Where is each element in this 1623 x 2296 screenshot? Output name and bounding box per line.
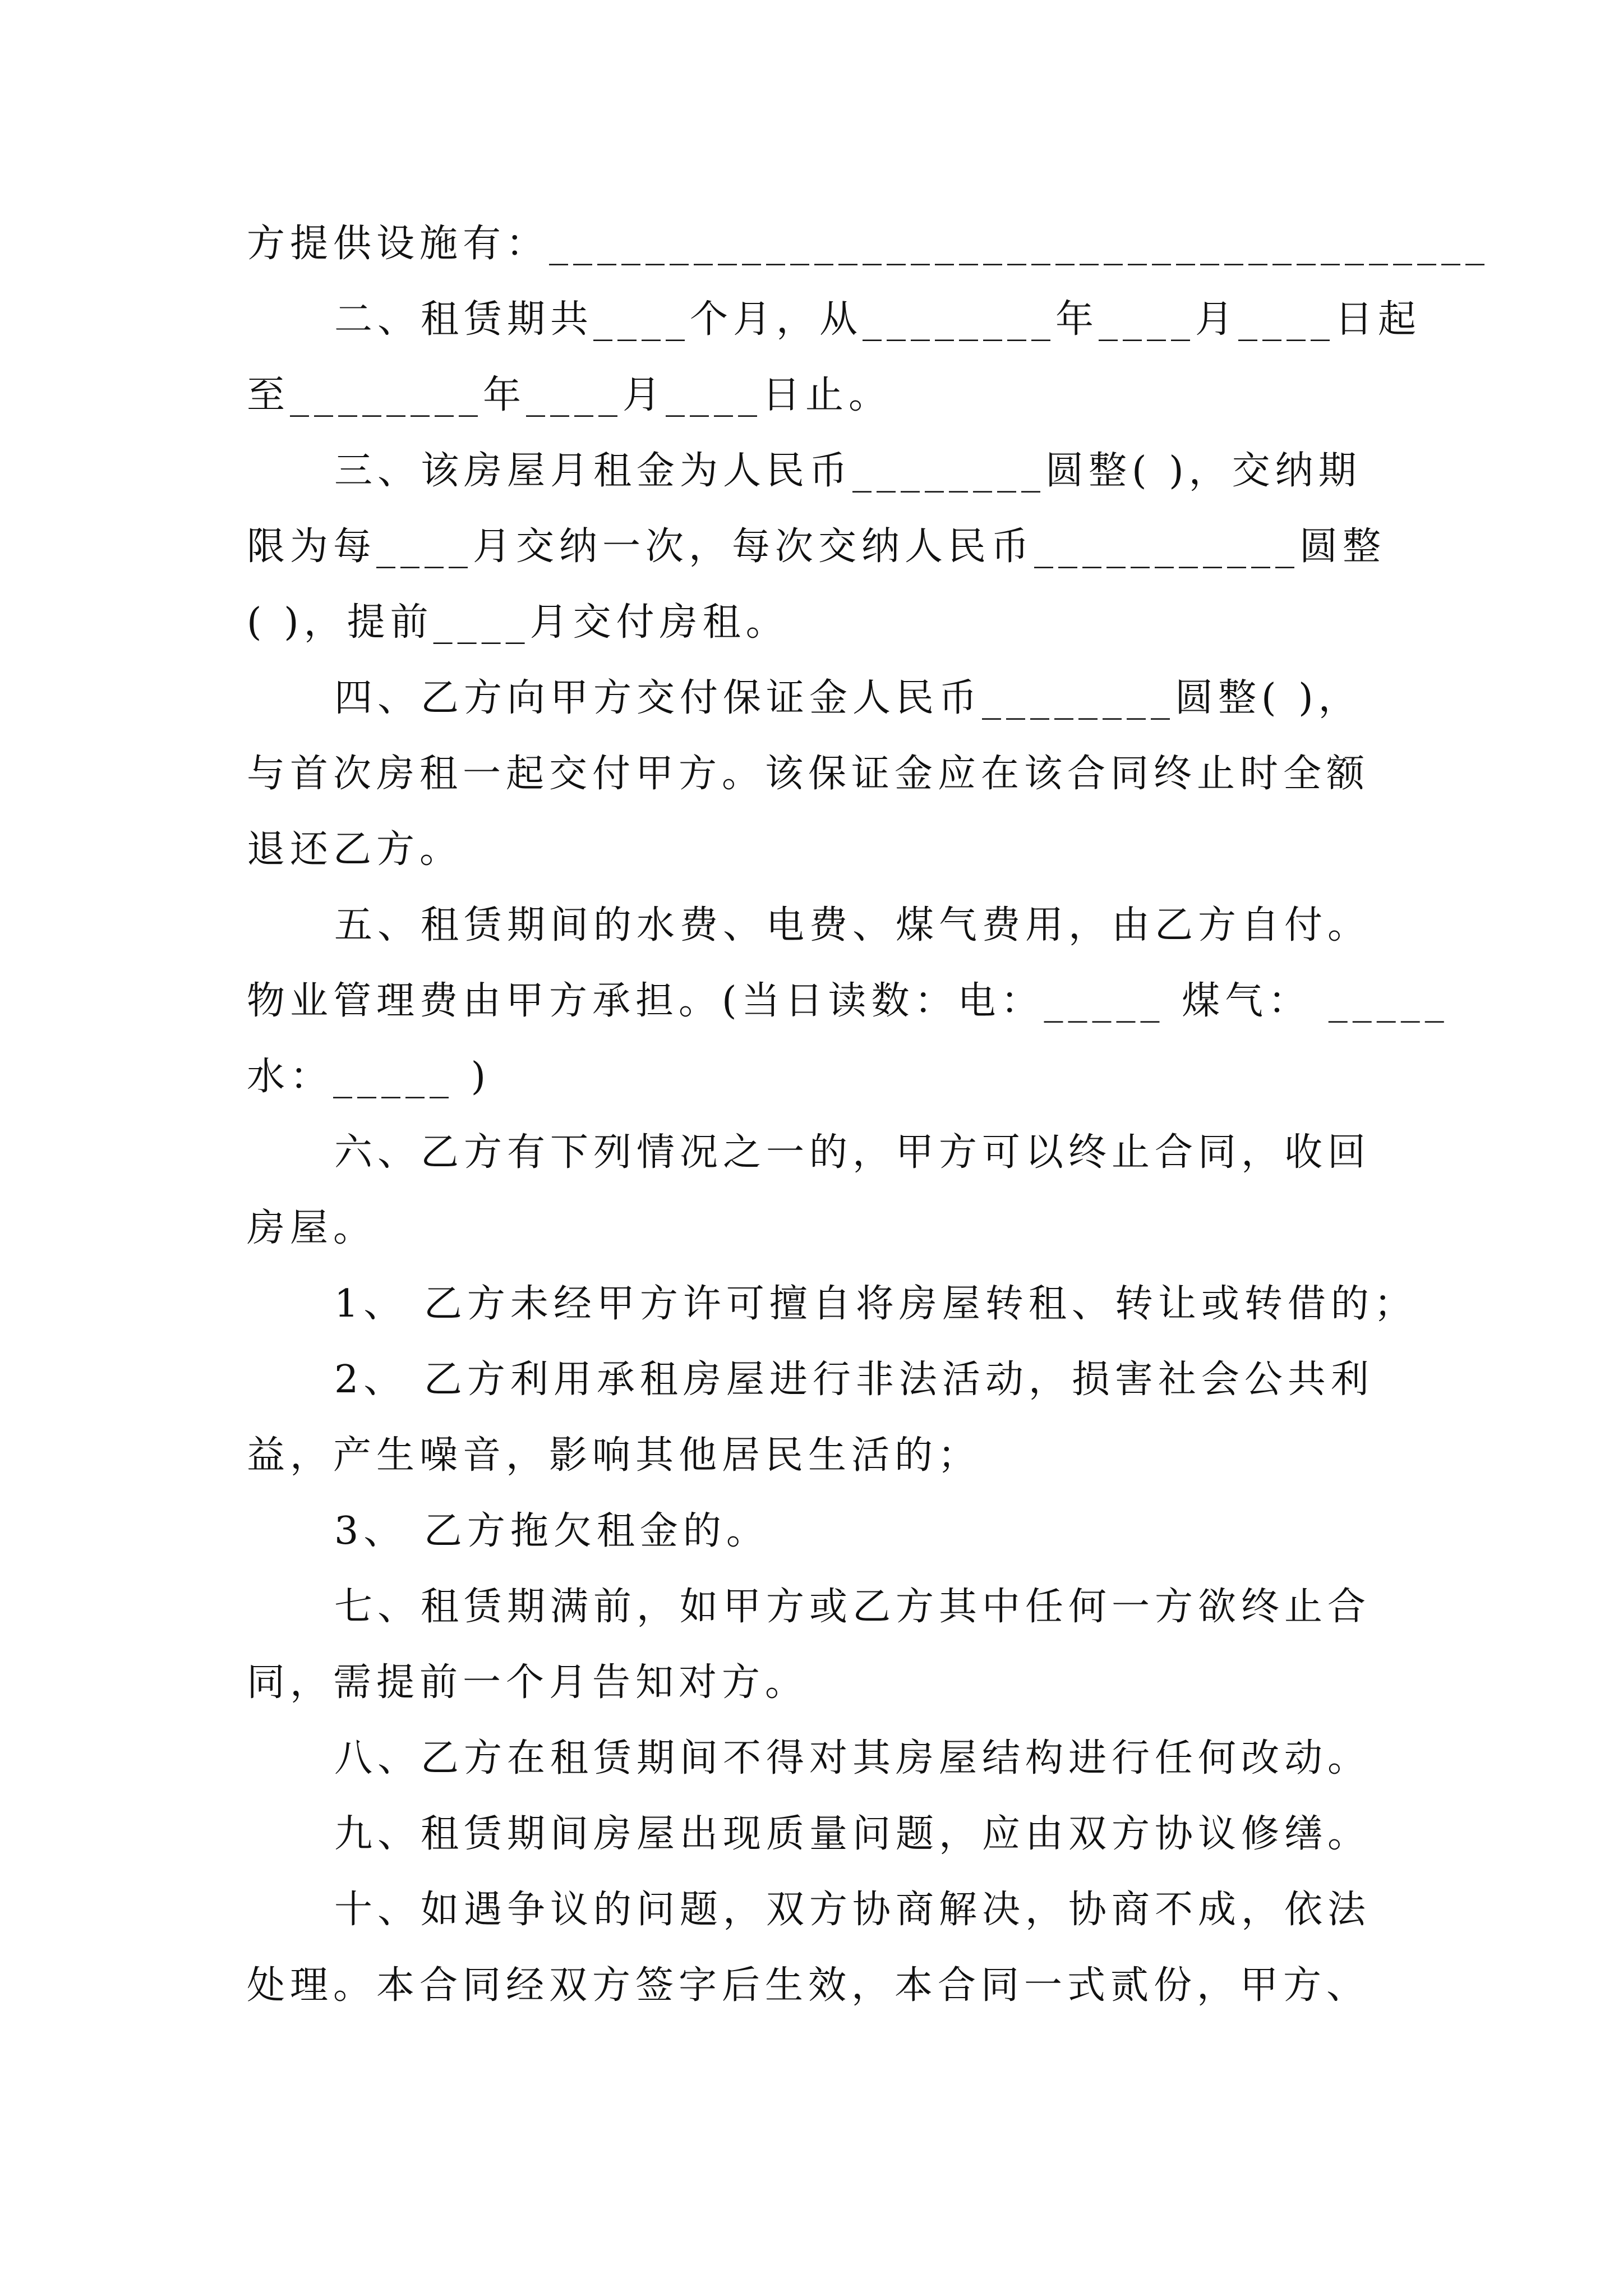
text-line: 1、 乙方未经甲方许可擅自将房屋转租、转让或转借的； <box>334 1282 1417 1326</box>
text-line: ( )，提前____月交付房租。 <box>247 600 789 645</box>
text-line: 2、 乙方利用承租房屋进行非法活动，损害社会公共利 <box>334 1358 1374 1402</box>
text-line: 三、该房屋月租金为人民币________圆整( )，交纳期 <box>334 449 1362 493</box>
text-line: 二、租赁期共____个月，从________年____月____日起 <box>334 297 1422 342</box>
text-line: 房屋。 <box>247 1206 377 1250</box>
text-line: 四、乙方向甲方交付保证金人民币________圆整( )， <box>334 676 1362 720</box>
text-line: 水：_____ ) <box>247 1055 491 1099</box>
text-line: 十、如遇争议的问题，双方协商解决，协商不成，依法 <box>334 1888 1371 1932</box>
text-line: 3、 乙方拖欠租金的。 <box>334 1509 769 1553</box>
text-line: 处理。本合同经双方签字后生效，本合同一式贰份，甲方、 <box>247 1963 1370 2008</box>
text-line: 八、乙方在租赁期间不得对其房屋结构进行任何改动。 <box>334 1736 1371 1780</box>
text-line: 九、租赁期间房屋出现质量问题，应由双方协议修缮。 <box>334 1812 1371 1856</box>
text-line: 退还乙方。 <box>247 827 463 872</box>
text-line: 同，需提前一个月告知对方。 <box>247 1660 809 1705</box>
text-line: 物业管理费由甲方承担。(当日读数：电：_____ 煤气： _____ <box>247 979 1449 1023</box>
text-line: 方提供设施有：_______________________________________ <box>247 222 1490 266</box>
text-line: 七、租赁期满前，如甲方或乙方其中任何一方欲终止合 <box>334 1585 1371 1629</box>
text-line: 益，产生噪音，影响其他居民生活的； <box>247 1433 981 1478</box>
text-line: 至________年____月____日止。 <box>247 373 892 417</box>
text-line: 五、租赁期间的水费、电费、煤气费用，由乙方自付。 <box>334 903 1371 947</box>
text-line: 六、乙方有下列情况之一的，甲方可以终止合同，收回 <box>334 1130 1371 1175</box>
text-line: 与首次房租一起交付甲方。该保证金应在该合同终止时全额 <box>247 752 1370 796</box>
text-line: 限为每____月交纳一次，每次交纳人民币___________圆整 <box>247 524 1386 569</box>
